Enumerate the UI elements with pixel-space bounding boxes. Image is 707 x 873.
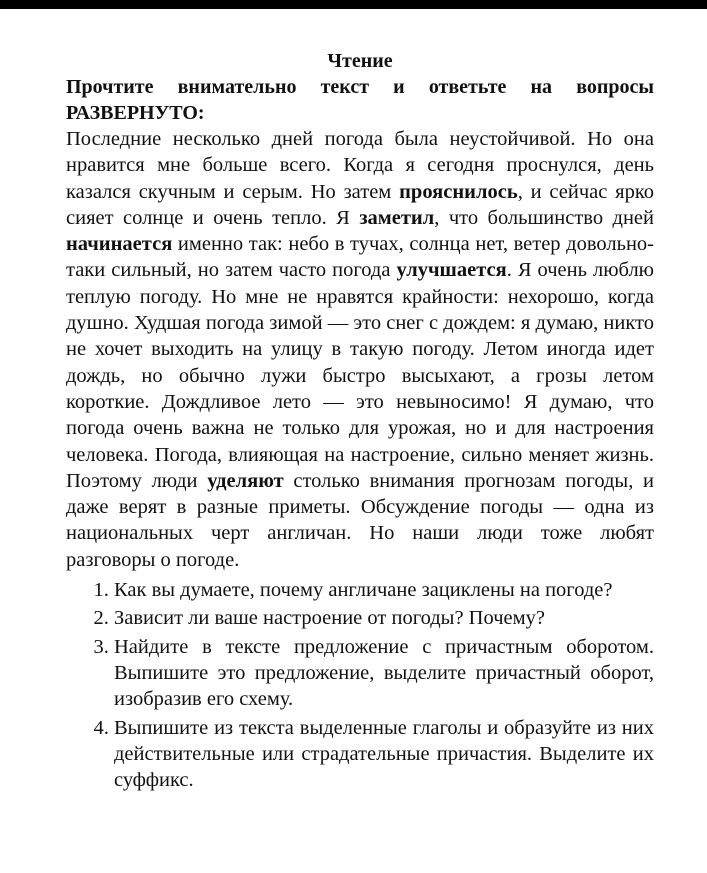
passage-segment: Последние несколько дней погода была неустойчивой. Но она нравится мне больше всего. Когда я сегодня проснулся, день казался скучным и серым. Но затем xyxy=(66,128,654,203)
highlighted-verb: прояснилось xyxy=(399,180,518,203)
top-bar xyxy=(0,0,707,9)
highlighted-verb: уделяют xyxy=(207,469,284,492)
question-item: 1. Как вы думаете, почему англичане зациклены на погоде? xyxy=(114,577,654,603)
passage-segment: именно так: небо в тучах, солнца нет, ветер довольно-таки сильный, но затем часто погода xyxy=(66,233,654,282)
passage-segment: , что большинство дней xyxy=(434,206,654,229)
passage-segment: . Я очень люблю теплую погоду. Но мне не нравятся крайности: нехорошо, когда душно. Худшая погода зимой — это снег с дождем: я думаю, никто не хочет выходить на улицу в такую погоду. Летом иногда идет дождь, но обычно лужи быстро высыхают, а грозы летом короткие. Дождливое лето — это невыносимо! Я думаю, что погода очень важна не только для урожая, но и для настроения человека. Погода, влияющая на настроение, сильно меняет жизнь. Поэтому люди xyxy=(66,259,654,492)
question-list xyxy=(66,577,654,793)
question-item: 3. Найдите в тексте предложение с причастным оборотом. Выпишите это предложение, выделите причастный оборот, изобразив его схему. xyxy=(114,634,654,713)
highlighted-verb: заметил xyxy=(359,206,435,229)
highlighted-verb: начинается xyxy=(66,233,173,256)
reading-passage xyxy=(66,126,654,573)
document-page xyxy=(66,48,654,795)
instruction-text: Прочтите внимательно текст и ответьте на вопросы РАЗВЕРНУТО: xyxy=(66,76,654,124)
page-title: Чтение xyxy=(327,50,393,72)
passage-segment: , и сейчас ярко сияет солнце и очень тепло. Я xyxy=(66,180,654,229)
highlighted-verb: улучшается xyxy=(396,259,507,282)
passage-segment: столько внимания прогнозам погоды, и даже верят в разные приметы. Обсуждение погоды — одна из национальных черт англичан. Но наши люди тоже любят разговоры о погоде. xyxy=(66,469,654,571)
question-item: 2. Зависит ли ваше настроение от погоды? Почему? xyxy=(114,605,654,631)
question-item: 4. Выпишите из текста выделенные глаголы и образуйте из них действительные или страдательные причастия. Выделите их суффикс. xyxy=(114,715,654,794)
